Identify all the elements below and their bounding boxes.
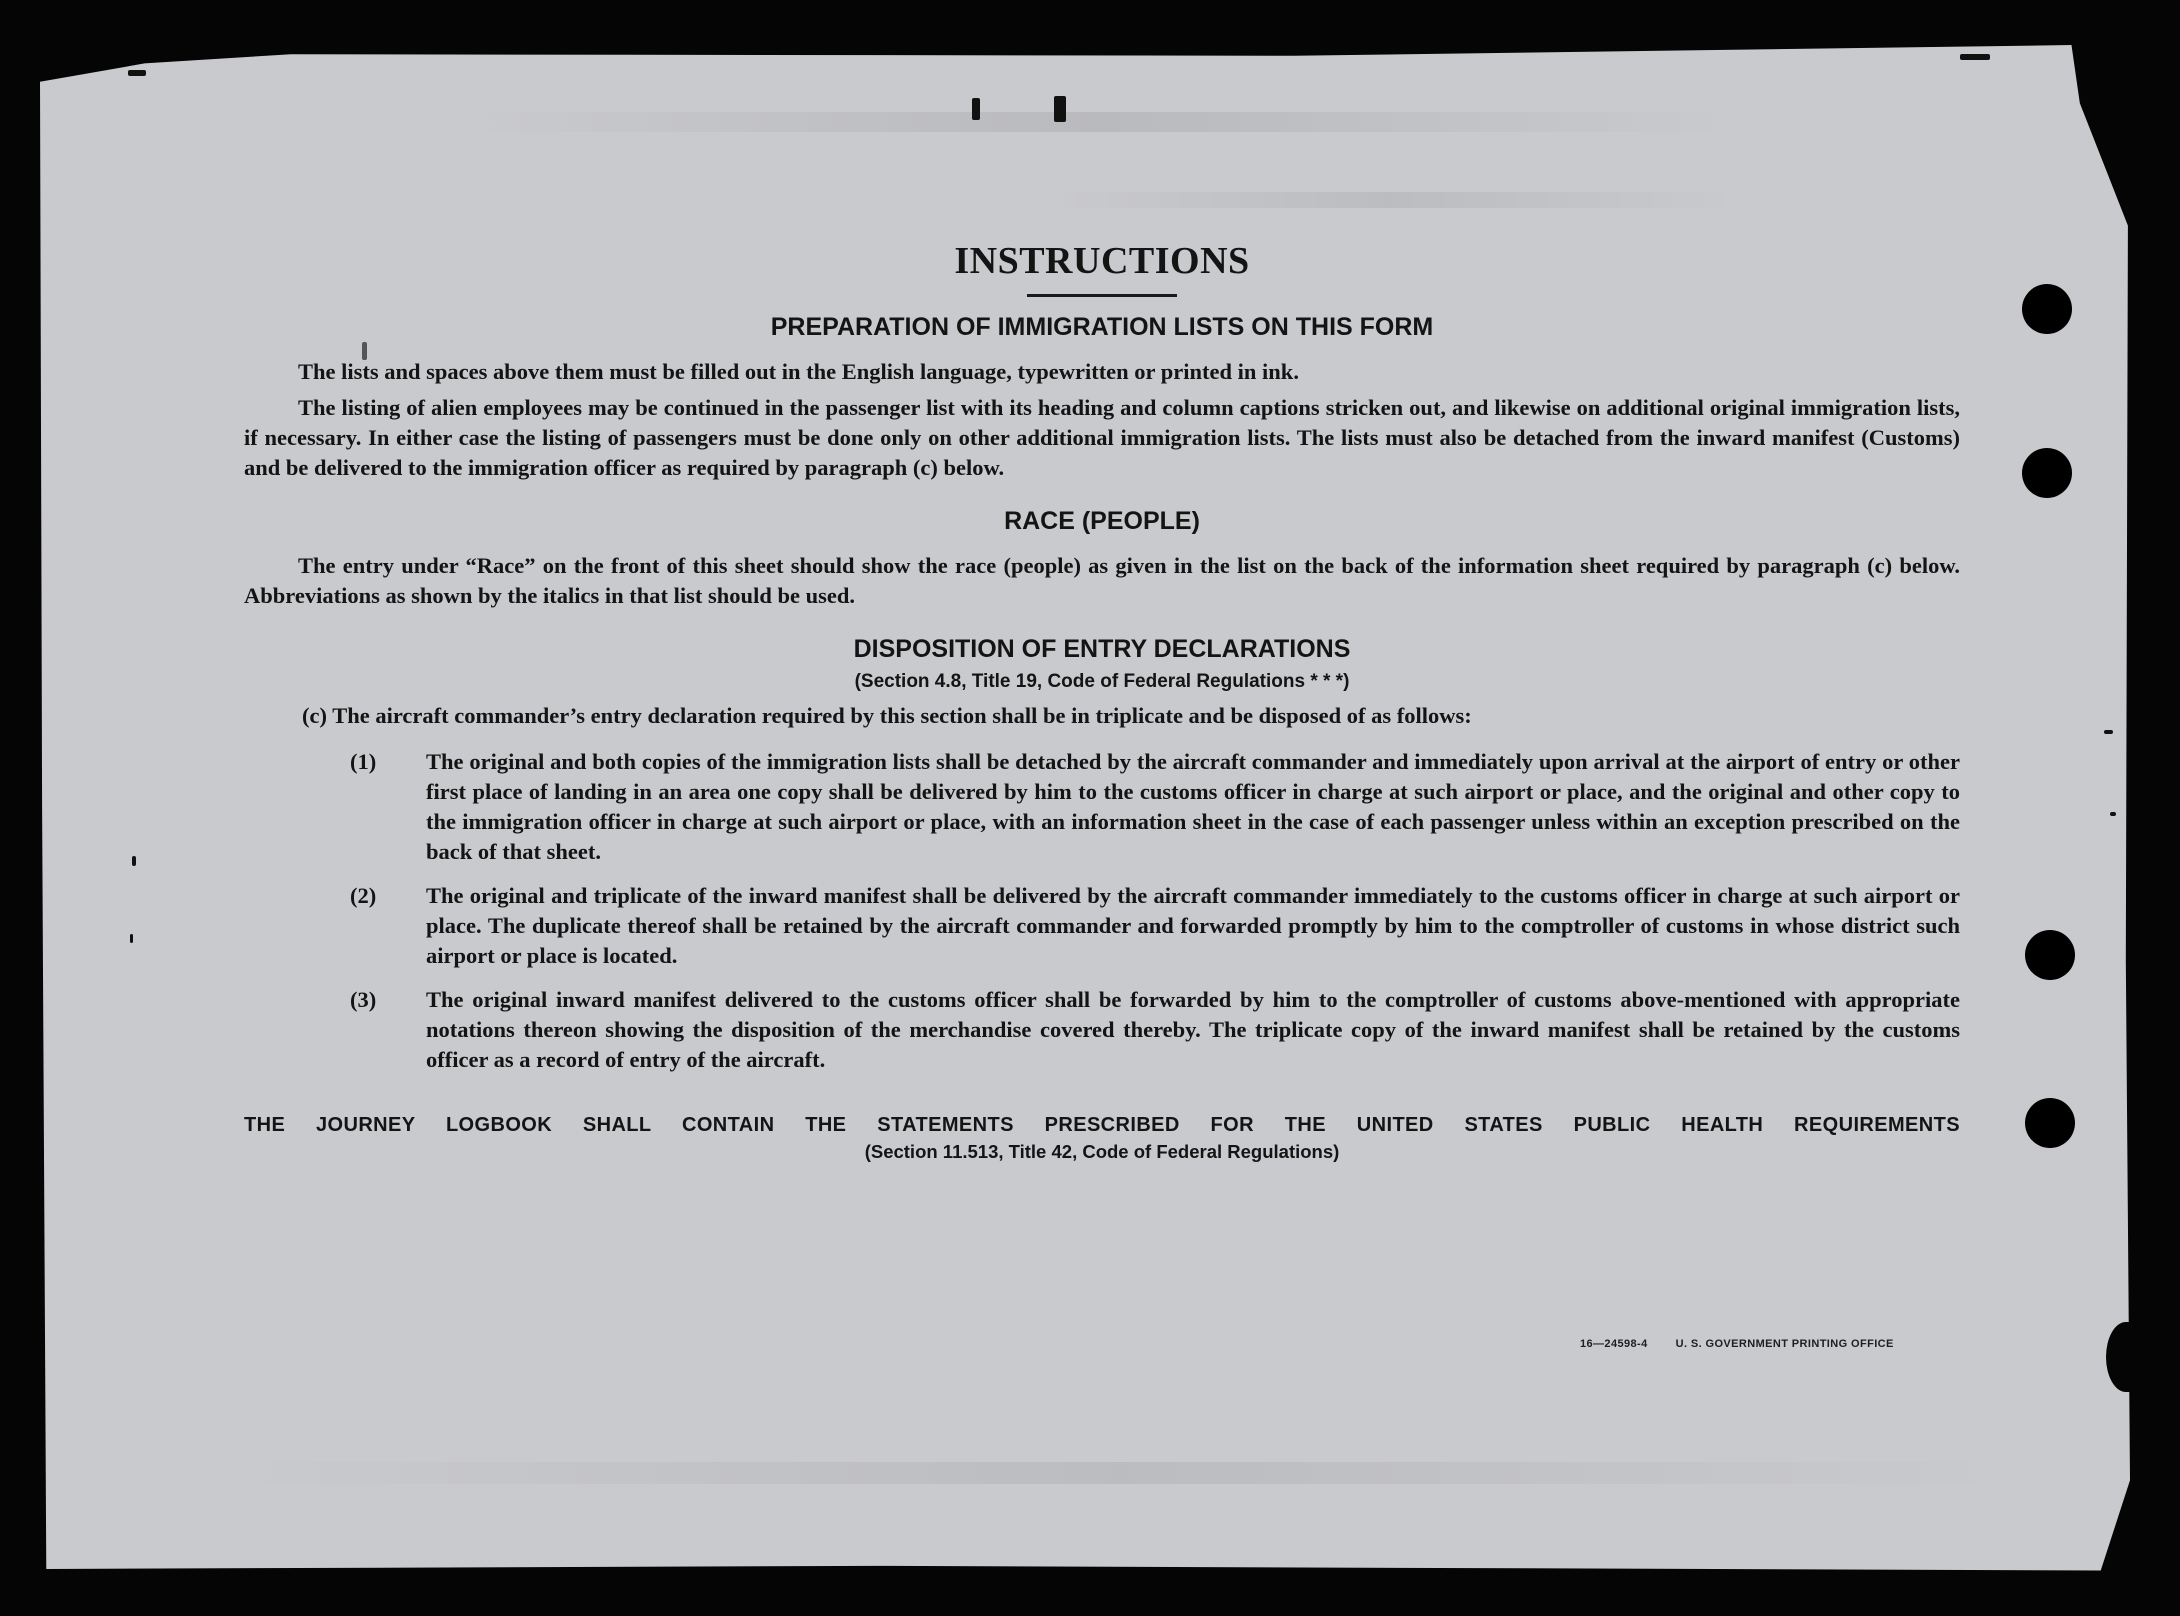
- disposition-item: [244, 881, 1960, 971]
- item-number: (2): [350, 883, 377, 908]
- race-paragraph: The entry under “Race” on the front of this sheet should show the race (people) as given in the list on the back of the information sheet required by paragraph (c) below. Abbreviations as shown by the italics in that list should be used.: [244, 553, 1960, 608]
- ink-speck: [2104, 730, 2113, 734]
- form-number: 16—24598-4: [1580, 1338, 1648, 1350]
- ink-speck: [2110, 812, 2116, 816]
- bleed-through-texture: [1040, 192, 1740, 208]
- page-title: INSTRUCTIONS: [954, 240, 1250, 282]
- ink-speck: [1960, 54, 1990, 60]
- disposition-citation: (Section 4.8, Title 19, Code of Federal Regulations * * *): [854, 671, 1350, 692]
- logbook-citation: (Section 11.513, Title 42, Code of Federal Regulations): [864, 1141, 1340, 1162]
- ink-speck: [972, 98, 980, 120]
- item-text: The original and both copies of the immigration lists shall be detached by the aircraft commander and immediately upon arrival at the airport of entry or other first place of landing in an area one copy shall be delivered by him to the customs officer in charge at such airport or place, and the original and other copy to the immigration officer in charge at such airport or place, with an information sheet in the case of each passenger unless within an exception prescribed on the back of that sheet.: [426, 749, 1960, 864]
- printing-office: U. S. GOVERNMENT PRINTING OFFICE: [1675, 1338, 1894, 1350]
- title-underline: [1027, 294, 1177, 297]
- ink-speck: [128, 70, 146, 76]
- race-heading: RACE (PEOPLE): [1004, 507, 1200, 535]
- punch-hole: [2025, 930, 2075, 980]
- disposition-heading: DISPOSITION OF ENTRY DECLARATIONS: [853, 635, 1351, 663]
- item-text: The original inward manifest delivered to the customs officer shall be forwarded by him to the comptroller of customs above-mentioned with appropriate notations thereon showing the disposition of the merchandise covered thereby. The triplicate copy of the inward manifest shall be retained by the customs officer as a record of entry of the aircraft.: [426, 987, 1960, 1072]
- punch-hole: [2025, 1098, 2075, 1148]
- printer-imprint: [1580, 1338, 1922, 1350]
- torn-edge-mark: [2106, 1322, 2146, 1392]
- bleed-through-texture: [220, 1462, 2020, 1484]
- preparation-heading: PREPARATION OF IMMIGRATION LISTS ON THIS FORM: [770, 313, 1434, 341]
- disposition-item: [244, 747, 1960, 867]
- logbook-heading: THE JOURNEY LOGBOOK SHALL CONTAIN THE STATEMENTS PRESCRIBED FOR THE UNITED STATES PUBLIC HEALTH REQUIREMENTS: [244, 1114, 1960, 1136]
- item-number: (3): [350, 987, 377, 1012]
- item-text: The original and triplicate of the inward manifest shall be delivered by the aircraft commander immediately to the customs officer in charge at such airport or place. The duplicate thereof shall be retained by the aircraft commander and forwarded promptly by him to the comptroller of customs in whose district such airport or place is located.: [426, 883, 1960, 968]
- punch-hole: [2022, 284, 2072, 334]
- disposition-item: [244, 985, 1960, 1075]
- instructions-content: [244, 238, 1960, 1165]
- preparation-paragraph-2: The listing of alien employees may be continued in the passenger list with its heading and column captions stricken out, and likewise on additional original immigration lists, if necessary. In either case the listing of passengers must be done only on other additional immigration lists. The lists must also be detached from the inward manifest (Customs) and be delivered to the immigration officer as required by paragraph (c) below.: [244, 395, 1960, 480]
- ink-speck: [1054, 96, 1066, 122]
- punch-hole: [2022, 448, 2072, 498]
- bleed-through-texture: [460, 112, 1740, 132]
- preparation-paragraph-1: The lists and spaces above them must be filled out in the English language, typewritten or printed in ink.: [298, 359, 1299, 384]
- ink-speck: [132, 856, 136, 866]
- item-number: (1): [350, 749, 377, 774]
- disposition-lead: (c) The aircraft commander’s entry declaration required by this section shall be in triplicate and be disposed of as follows:: [302, 703, 1472, 728]
- ink-speck: [130, 934, 133, 943]
